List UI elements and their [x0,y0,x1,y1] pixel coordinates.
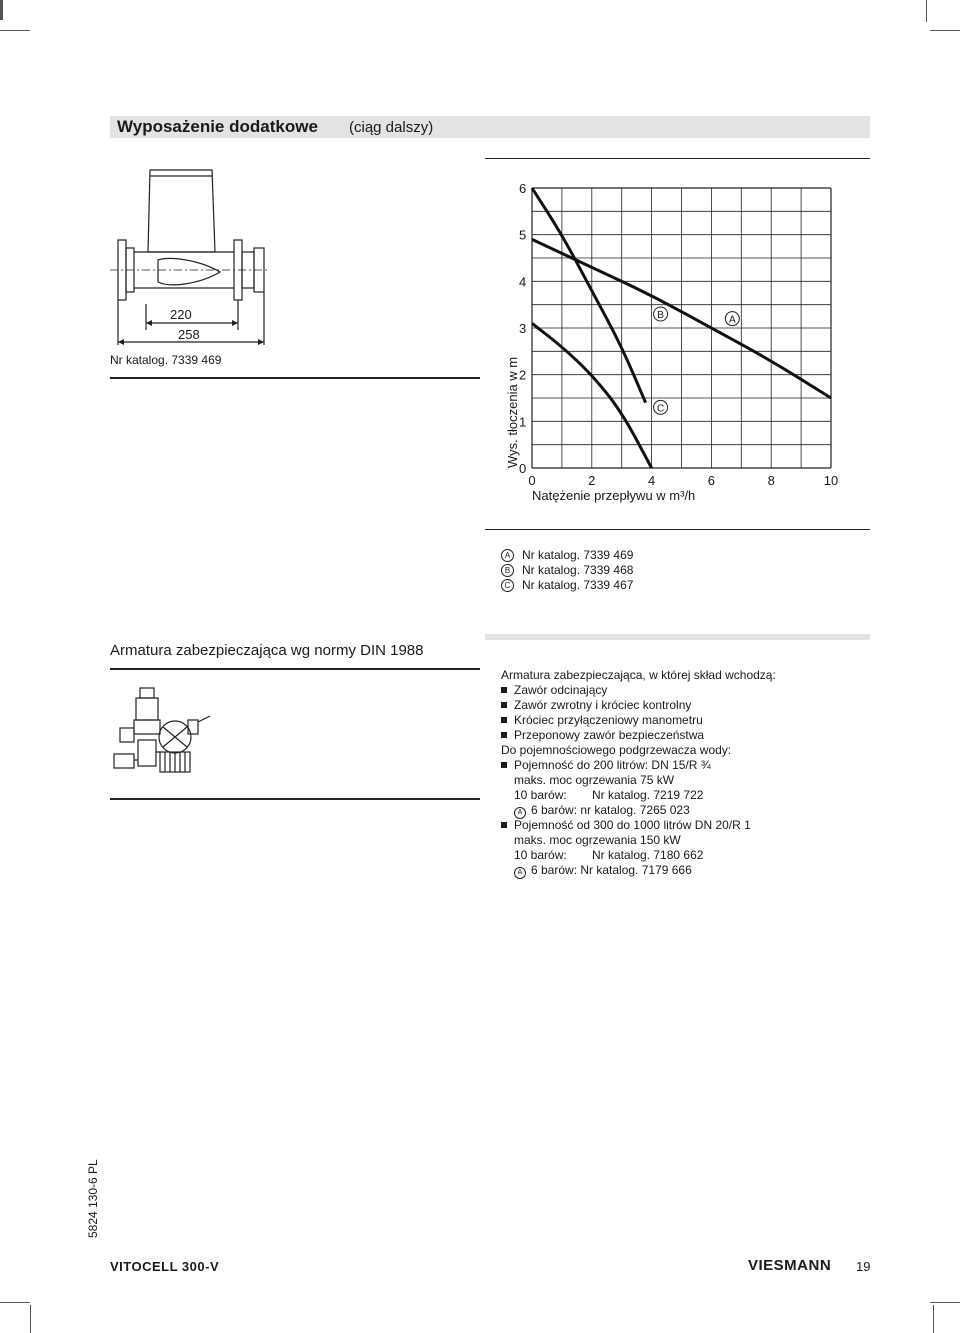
legend-item-c [501,578,633,592]
bullet-icon [501,717,507,723]
catalog-number: Nr katalog. 7219 722 [592,788,704,802]
list-item [501,683,861,698]
crop-mark [0,30,30,31]
brand-logo: VIESMANN [748,1257,832,1274]
y-tick-label: 3 [519,321,527,336]
legend-item-b [501,563,633,577]
x-tick-label: 2 [588,473,596,488]
crop-mark [930,30,960,31]
pressure-label: 10 barów: [514,788,567,802]
legend-text: Nr katalog. 7339 468 [522,563,634,577]
pump-catalog: Nr katalog. 7339 469 [110,353,222,367]
y-tick-label: 6 [519,181,527,196]
catalog-row [501,863,861,878]
divider [110,668,480,670]
curve-label-a: A [728,314,736,326]
crop-mark [933,1305,934,1333]
list-item-text: Przeponowy zawór bezpieczeństwa [514,728,705,742]
y-axis-label: Wys. tłoczenia w m [505,356,520,468]
power-text: maks. moc ogrzewania 75 kW [514,773,675,787]
crop-mark [930,1302,960,1303]
crop-mark [926,0,927,22]
dimension-258: 258 [178,327,200,342]
list-item [501,758,861,773]
x-tick-label: 0 [528,473,536,488]
legend-item-a [501,548,633,562]
catalog-row [501,803,861,818]
legend-text: Nr katalog. 7339 469 [522,548,634,562]
safety-valve-drawing [110,682,215,782]
x-tick-label: 8 [767,473,775,488]
legend-text: Nr katalog. 7339 467 [522,578,634,592]
y-tick-label: 2 [519,367,527,383]
x-tick-label: 10 [823,473,839,488]
list-item-text: Pojemność do 200 litrów: DN 15/R ¾ [514,758,711,772]
divider [110,377,480,379]
catalog-row [501,848,861,863]
curve-label-c: C [656,403,665,415]
bullet-icon [501,762,507,768]
y-tick-label: 5 [519,227,527,243]
list-item-text: Króciec przyłączeniowy manometru [514,713,703,727]
pressure-label: 10 barów: [514,848,567,862]
list-item-text: Pojemność od 300 do 1000 litrów DN 20/R 1 [514,818,751,832]
x-tick-label: 4 [647,473,656,488]
crop-mark [0,0,3,20]
mark-a-icon: A [514,807,526,819]
catalog-row [501,788,861,803]
crop-mark [30,1305,31,1333]
catalog-number: Nr katalog. 7180 662 [592,848,704,862]
section-band [485,634,870,640]
bullet-icon [501,822,507,828]
legend-mark: C [501,579,514,592]
bullet-icon [501,687,507,693]
page-subtitle: (ciąg dalszy) [349,119,434,136]
mark-a-icon: A [514,867,526,879]
list-item-text: Zawór zwrotny i króciec kontrolny [514,698,692,712]
list-item [501,728,861,743]
bullet-icon [501,702,507,708]
x-axis-label: Natężenie przepływu w m³/h [532,488,696,503]
y-tick-label: 4 [519,274,527,290]
bullet-icon [501,732,507,738]
list-item-text: Zawór odcinający [514,683,608,697]
catalog-number: 6 barów: nr katalog. 7265 023 [531,803,690,817]
crop-mark [0,1302,30,1303]
page-number: 19 [856,1259,871,1274]
section-title: Armatura zabezpieczająca wg normy DIN 1988 [110,642,424,659]
legend-mark: A [501,549,514,562]
specs-intro: Armatura zabezpieczająca, w której skład wchodzą: [501,668,776,682]
catalog-number: 6 barów: Nr katalog. 7179 666 [531,863,692,877]
dimension-220: 220 [170,307,192,322]
list-item [501,698,861,713]
chart-bottom-rule [485,529,870,530]
list-item [501,818,861,833]
document-code: 5824 130-6 PL [86,1159,100,1238]
y-tick-label: 1 [519,414,527,430]
y-tick-label: 0 [519,461,527,476]
product-name: VITOCELL 300-V [110,1259,220,1274]
x-tick-label: 6 [707,473,716,488]
valve-specs [501,668,861,878]
page-title: Wyposażenie dodatkowe [117,117,318,136]
chart-top-rule [485,158,870,159]
curve-label-b: B [657,310,664,321]
power-text: maks. moc ogrzewania 150 kW [514,833,681,847]
pump-curve-chart [485,160,870,530]
legend-mark: B [501,564,514,577]
specs-intro-2: Do pojemnościowego podgrzewacza wody: [501,743,732,757]
list-item [501,713,861,728]
divider [110,798,480,800]
